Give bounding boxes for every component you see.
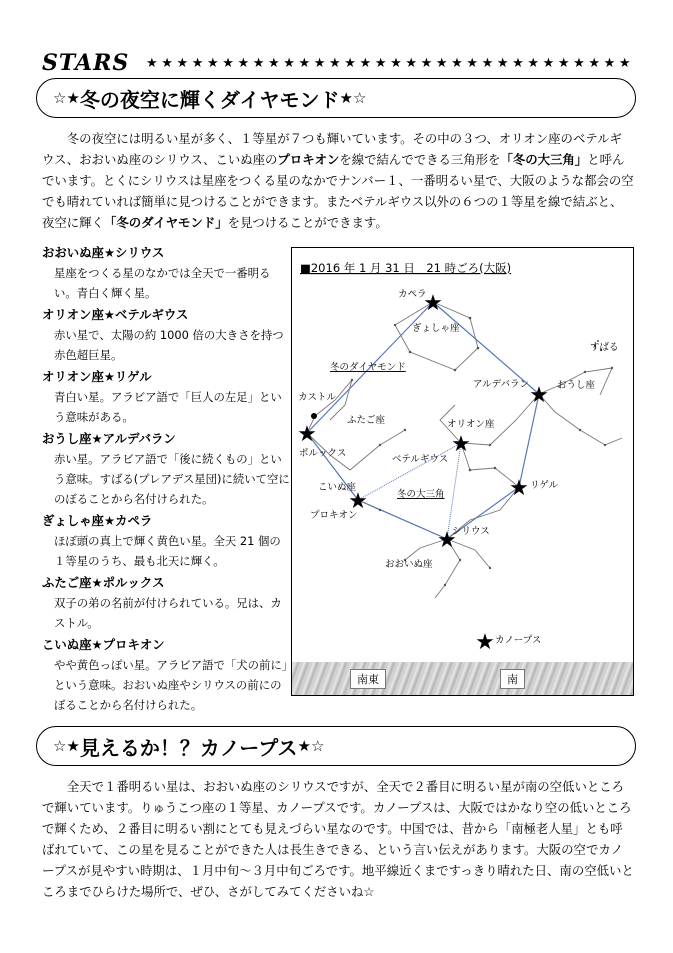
winter-diamond-lines — [307, 302, 539, 539]
label-auriga: ぎょしゃ座 — [412, 323, 460, 334]
star-heading: オリオン座★リゲル — [42, 369, 152, 384]
label-aldebaran: アルデバラン — [473, 379, 530, 390]
stars-decoration: ★★★★★★★★★★★★★★★★★★★★★★★★★★★★★★★★ — [146, 56, 635, 71]
star-description: 赤い星で、太陽の約 1000 倍の大きさを持つ赤色超巨星。 — [54, 328, 284, 362]
star-sirius: ★ — [437, 528, 457, 553]
section2-title: 見えるか！？カノープス — [79, 735, 298, 760]
page-title: STARS — [42, 50, 130, 76]
star-description: 双子の弟の名前が付けられている。兄は、カストル。 — [54, 596, 282, 630]
star-capella: ★ — [423, 291, 443, 316]
paragraph-text: と呼んでいます。とくにシリウスは星座をつくる星のなかでナンバー１、一番明るい星で、大阪のような都会の空でも晴れていれば簡単に見つけることができます。またベテルギウス以外の６つの１等星を線で結ぶと、夜空に輝く — [42, 152, 634, 230]
castor-dot — [311, 413, 317, 419]
section1-banner — [36, 78, 636, 118]
label-canis-major: おおいぬ座 — [385, 559, 433, 570]
star-heading: こいぬ座★プロキオン — [42, 637, 165, 652]
paragraph-text: を見つけることができます。 — [227, 215, 388, 230]
label-rigel: リゲル — [530, 480, 559, 491]
banner-deco-left: ☆★ — [53, 737, 80, 755]
intro-paragraph — [42, 128, 634, 233]
label-pollux: ポルックス — [299, 448, 347, 459]
minor-stars — [351, 317, 613, 587]
star-pollux: ★ — [297, 422, 317, 447]
star-list — [42, 243, 292, 717]
highlight-text: プロキオン — [277, 152, 340, 167]
label-procyon: プロキオン — [310, 510, 358, 521]
star-aldebaran: ★ — [529, 383, 549, 408]
banner-deco-right: ★☆ — [297, 737, 325, 755]
star-heading: おおいぬ座★シリウス — [42, 245, 165, 260]
star-description: 赤い星。アラビア語で「後に続くもの」という意味。すばる(プレアデス星団)に続いて空にのぼることから名付けられた。 — [54, 452, 290, 506]
label-capella: カペラ — [398, 289, 427, 300]
label-pleiades: すばる — [590, 342, 619, 353]
star-rigel: ★ — [509, 476, 529, 501]
label-betelgeuse: ベテルギウス — [392, 454, 449, 465]
label-sirius: シリウス — [452, 526, 490, 537]
label-orion: オリオン座 — [447, 419, 495, 430]
paragraph-text: を線で結んでできる三角形を — [339, 152, 501, 167]
star-canopus: ★ — [475, 630, 495, 655]
label-gemini: ふたご座 — [347, 415, 386, 426]
star-heading: オリオン座★ベテルギウス — [42, 307, 189, 322]
label-canis-minor: こいぬ座 — [318, 482, 357, 493]
banner-deco-right: ★☆ — [339, 89, 367, 107]
section1-title: 冬の夜空に輝くダイヤモンド — [79, 87, 340, 112]
star-heading: ぎょしゃ座★カペラ — [42, 513, 153, 528]
banner-deco-left: ☆★ — [53, 89, 80, 107]
star-procyon: ★ — [348, 489, 368, 514]
star-betelgeuse: ★ — [451, 432, 471, 457]
section2-banner — [36, 726, 636, 766]
star-chart-svg — [291, 247, 634, 662]
label-taurus: おうし座 — [557, 380, 596, 391]
horizon-ground — [292, 662, 633, 695]
label-canopus: カノープス — [495, 635, 542, 646]
label-triangle: 冬の大三角 — [397, 489, 445, 500]
direction-south: 南 — [500, 669, 525, 689]
paragraph-text: 冬の夜空には明るい星が多く、１等星が７つも輝いています。その中の３つ、オリオン座のベテルギウス、おおいぬ座のシリウス、こいぬ座の — [42, 131, 622, 167]
star-description: やや黄色っぽい星。アラビア語で「犬の前に」という意味。おおいぬ座やシリウスの前にのぼることから名付けられた。 — [54, 658, 288, 712]
canopus-paragraph: 全天で１番明るい星は、おおいぬ座のシリウスですが、全天で２番目に明るい星が南の空低いところで輝いています。りゅうこつ座の１等星、カノープスです。カノープスは、大阪ではかなり空の低いところで輝くため、２番目に明るい割にとても見えづらい星なのです。中国では、昔から「南極老人星」とも呼ばれていて、この星を見ることができた人は長生きできる、という言い伝えがあります。大阪の空でカノープスが見やすい時期は、１月中旬～３月中旬ごろです。地平線近くまですっきり晴れた日、南の空低いところまでひらけた場所で、ぜひ、さがしてみてくださいね☆ — [42, 779, 634, 899]
star-description: 青白い星。アラビア語で「巨人の左足」という意味がある。 — [54, 390, 282, 424]
direction-southeast: 南東 — [350, 669, 386, 689]
label-castor: カストル — [298, 392, 337, 403]
star-description: ほぼ頭の真上で輝く黄色い星。全天 21 個の１等星のうち、最も北天に輝く。 — [54, 534, 281, 568]
bright-stars — [297, 291, 549, 655]
star-description: 星座をつくる星のなかでは全天で一番明るい。青白く輝く星。 — [54, 266, 271, 300]
label-diamond: 冬のダイヤモンド — [330, 362, 406, 373]
chart-caption: ■2016 年 1 月 31 日 21 時ごろ(大阪) — [300, 261, 512, 275]
star-heading: おうし座★アルデバラン — [42, 431, 176, 446]
highlight-text: 「冬の大三角」 — [500, 152, 588, 167]
star-heading: ふたご座★ポルックス — [42, 575, 165, 590]
highlight-text: 「冬のダイヤモンド」 — [103, 215, 228, 230]
